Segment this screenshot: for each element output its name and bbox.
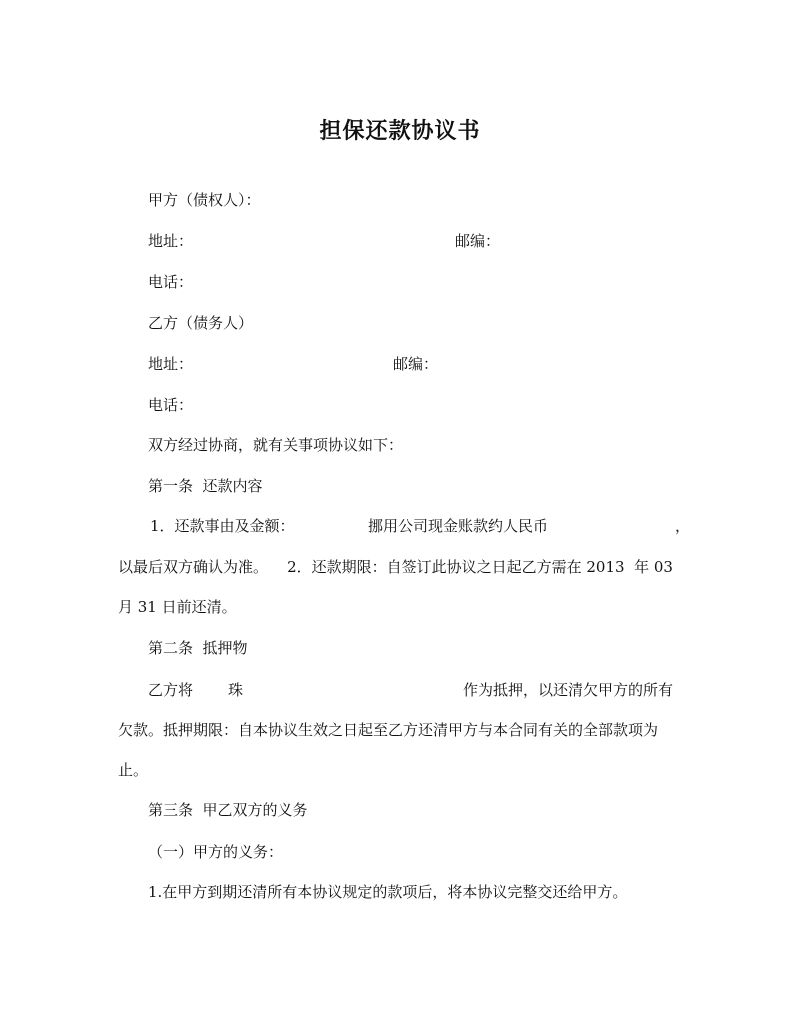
document-title: 担保还款协议书 (319, 118, 481, 144)
party-b-phone-label: 电话： (148, 396, 194, 414)
article1-item1-label: 1．还款事由及金额： (150, 517, 295, 535)
article1-heading: 第一条 还款内容 (148, 477, 263, 495)
party-b-postcode-label: 邮编： (393, 355, 439, 373)
agreement-intro: 双方经过协商，就有关事项协议如下： (148, 436, 404, 454)
article2-line1-end: 作为抵押，以还清欠甲方的所有 (463, 681, 674, 699)
article1-line2: 以最后双方确认为准。 2．还款期限：自签订此协议之日起乙方需在 2013 年 03 (118, 558, 673, 576)
party-a-phone-label: 电话： (148, 273, 194, 291)
party-a-heading: 甲方（债权人）： (148, 191, 261, 209)
party-a-postcode-label: 邮编： (455, 232, 501, 250)
party-b-address-label: 地址： (148, 355, 194, 373)
party-b-heading: 乙方（债务人） (148, 314, 254, 332)
article3-heading: 第三条 甲乙双方的义务 (148, 801, 308, 819)
article2-heading: 第二条 抵押物 (148, 639, 248, 657)
article2-line1-start: 乙方将 (148, 681, 194, 699)
article2-line3: 止。 (118, 761, 149, 779)
article2-line2: 欠款。抵押期限：自本协议生效之日起至乙方还清甲方与本合同有关的全部款项为 (118, 721, 659, 739)
article3-item1: 1.在甲方到期还清所有本协议规定的款项后，将本协议完整交还给甲方。 (148, 883, 628, 901)
article1-line3: 月 31 日前还清。 (118, 598, 237, 616)
party-a-address-label: 地址： (148, 232, 194, 250)
article3-sub1: （一）甲方的义务： (148, 843, 284, 861)
article1-item1-text: 挪用公司现金账款约人民币 (368, 517, 549, 535)
article2-line1-mid: 珠 (228, 681, 244, 699)
article1-item1-comma: ， (675, 517, 691, 535)
